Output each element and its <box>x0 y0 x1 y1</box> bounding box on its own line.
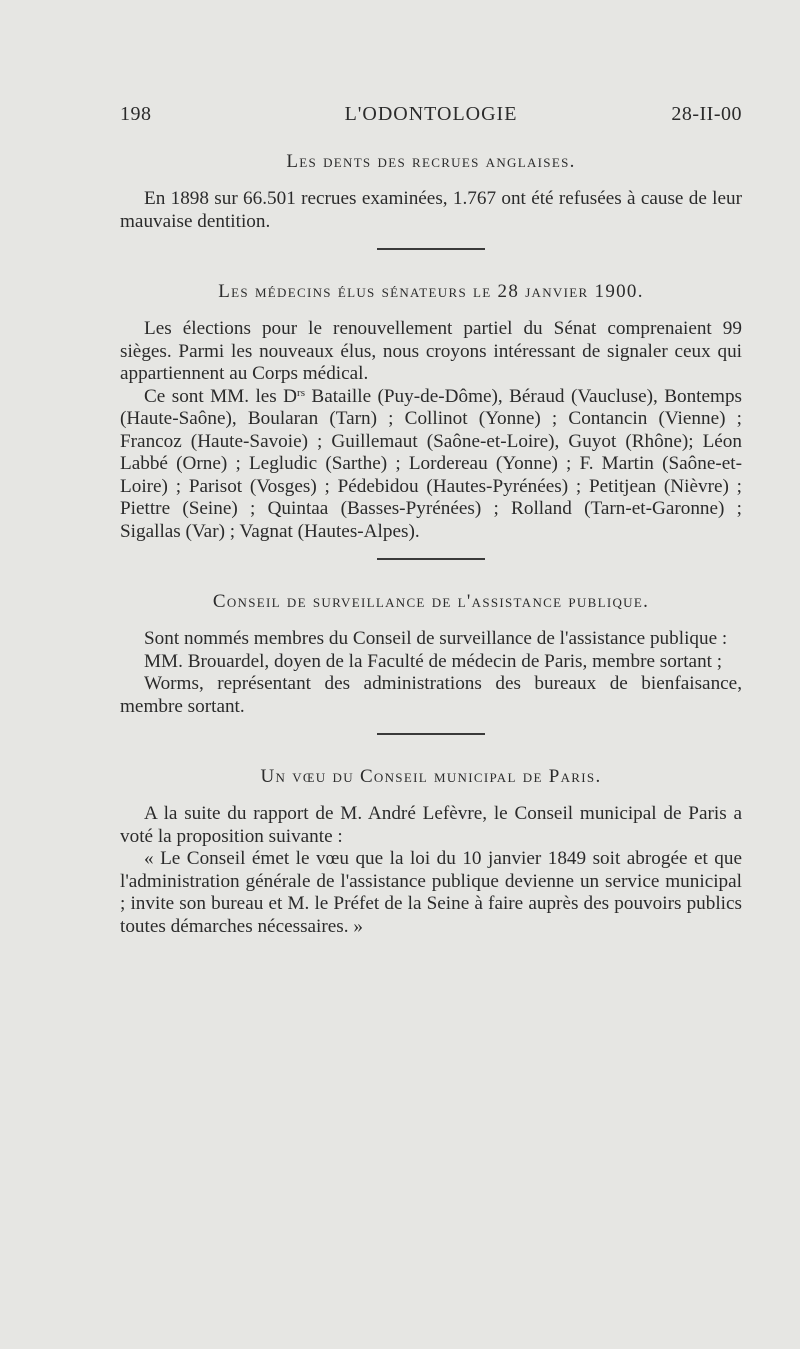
paragraph: En 1898 sur 66.501 recrues examinées, 1.767 ont été refusées à cause de leur mauvaise dentition. <box>120 188 742 232</box>
issue-date: 28-II-00 <box>671 103 742 125</box>
section-title: Les médecins élus sénateurs le 28 janvier 1900. <box>218 281 644 302</box>
paragraph: Sont nommés membres du Conseil de surveillance de l'assistance publique : <box>144 628 728 649</box>
paragraph: A la suite du rapport de M. André Lefèvre, le Conseil municipal de Paris a voté la proposition suivante : <box>120 803 742 847</box>
paragraph: « Le Conseil émet le vœu que la loi du 10 janvier 1849 soit abrogée et que l'administration générale de l'assistance publique devienne un service municipal ; invite son bureau et M. le Préfet de la Seine à faire auprès des pouvoirs publics toutes démarches nécessaires. » <box>120 848 742 937</box>
paragraph: Ce sont MM. les $D^{rs}$ Bataille (Puy-de-Dôme), Béraud (Vaucluse), Bontemps (Haute-Saône), Boularan (Tarn) ; Collinot (Yonne) ; Contancin (Vienne) ; Francoz (Haute-Savoie) ; Guillemaut (Saône-et-Loire), Guyot (Rhône); Léon Labbé (Orne) ; Legludic (Sarthe) ; Lordereau (Yonne) ; F. Martin (Saône-et-Loire) ; Parisot (Vosges) ; Pédebidou (Hautes-Pyrénées) ; Petitjean (Nièvre) ; Piettre (Seine) ; Quintaa (Basses-Pyrénées) ; Rolland (Tarn-et-Garonne) ; Sigallas (Var) ; Vagnat (Hautes-Alpes). <box>120 385 743 542</box>
running-title: L'ODONTOLOGIE <box>344 103 518 125</box>
section-title: Les dents des recrues anglaises. <box>286 151 576 172</box>
section-title: Un vœu du Conseil municipal de Paris. <box>260 766 602 787</box>
section-title: Conseil de surveillance de l'assistance publique. <box>212 591 650 612</box>
running-header <box>120 103 742 129</box>
paragraph: Les élections pour le renouvellement partiel du Sénat comprenaient 99 sièges. Parmi les nouveaux élus, nous croyons intéressant de signaler ceux qui appartiennent au Corps médical. <box>120 318 742 384</box>
article-body <box>120 150 742 938</box>
paragraph: MM. Brouardel, doyen de la Faculté de médecin de Paris, membre sortant ; <box>144 650 723 672</box>
paragraph: Worms, représentant des administrations des bureaux de bienfaisance, membre sortant. <box>120 673 742 717</box>
page-number: 198 <box>120 103 152 125</box>
